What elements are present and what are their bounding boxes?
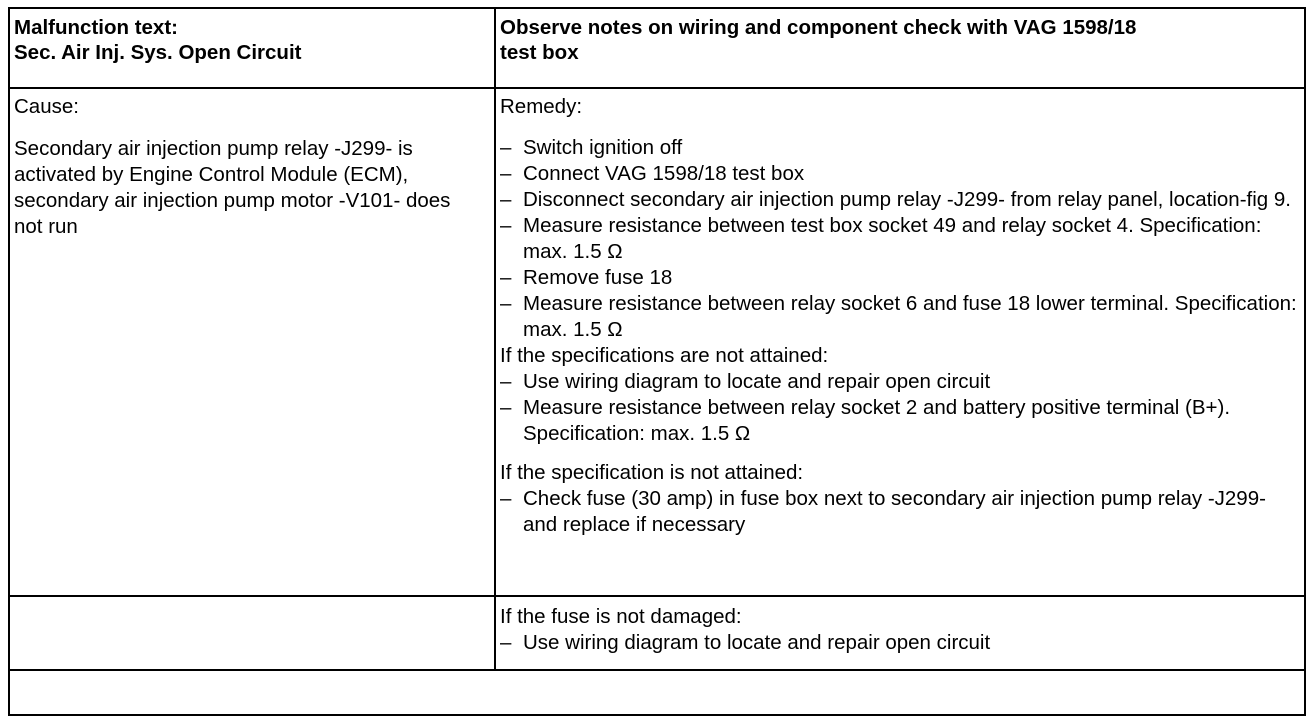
dash-bullet: – [500,187,512,211]
remedy-step-text: Use wiring diagram to locate and repair open circuit [523,369,991,393]
dash-bullet: – [500,631,512,655]
fuse-cell [495,596,1305,670]
cause-text: Secondary air injection pump relay -J299- is activated by Engine Control Module (ECM), secondary air injection pump motor -V101- does not run [14,136,451,238]
dash-bullet: – [500,486,512,510]
remedy-step-text: Disconnect secondary air injection pump relay -J299- from relay panel, location-fig 9. [523,187,1291,211]
remedy-step-text: Use wiring diagram to locate and repair open circuit [523,631,991,655]
dash-bullet: – [500,213,512,237]
remedy-list [500,135,1304,538]
condition-not-attained-2: If the specification is not attained: [500,460,804,484]
remedy-cell [495,88,1305,597]
dash-bullet: – [500,161,512,185]
fuse-empty-cell [9,596,495,670]
notes-heading-line-1: Observe notes on wiring and component check with VAG 1598/18 [500,16,1137,39]
dash-bullet: – [500,291,512,315]
remedy-step-text: Measure resistance between test box socket 49 and relay socket 4. Specification: max. 1.5 Ω [523,213,1262,263]
fuse-row [9,596,1305,670]
condition-not-attained-1: If the specifications are not attained: [500,343,829,367]
remedy-step [500,213,1304,265]
remedy-step-text: Check fuse (30 amp) in fuse box next to secondary air injection pump relay -J299- and replace if necessary [523,486,1266,536]
blank-cell [9,670,1305,715]
cause-remedy-row [9,88,1305,597]
fuse-condition: If the fuse is not damaged: [500,605,742,629]
remedy-step [500,486,1304,538]
remedy-step [500,187,1304,213]
remedy-step [500,369,1304,395]
header-malfunction-cell [9,8,495,88]
malfunction-text: Sec. Air Inj. Sys. Open Circuit [14,41,302,64]
remedy-step-text: Switch ignition off [523,135,683,159]
dash-bullet: – [500,265,512,289]
remedy-label: Remedy: [500,94,583,118]
remedy-step [500,135,1304,161]
remedy-step [500,265,1304,291]
notes-heading-line-2: test box [500,41,579,64]
dash-bullet: – [500,395,512,419]
blank-row [9,670,1305,715]
malfunction-table [8,7,1306,716]
dash-bullet: – [500,135,512,159]
remedy-step-text: Measure resistance between relay socket 2 and battery positive terminal (B+). Specification: max. 1.5 Ω [523,395,1231,445]
malfunction-label: Malfunction text: [14,16,178,39]
dash-bullet: – [500,369,512,393]
cause-label: Cause: [14,94,79,118]
remedy-step [500,395,1304,447]
remedy-step-text: Measure resistance between relay socket 6 and fuse 18 lower terminal. Specification: max. 1.5 Ω [523,291,1297,341]
cause-cell [9,88,495,597]
remedy-step [500,161,1304,187]
remedy-step-text: Connect VAG 1598/18 test box [523,161,805,185]
header-row [9,8,1305,88]
remedy-step-text: Remove fuse 18 [523,265,673,289]
remedy-step [500,630,1304,656]
remedy-step [500,291,1304,343]
header-notes-cell [495,8,1305,88]
